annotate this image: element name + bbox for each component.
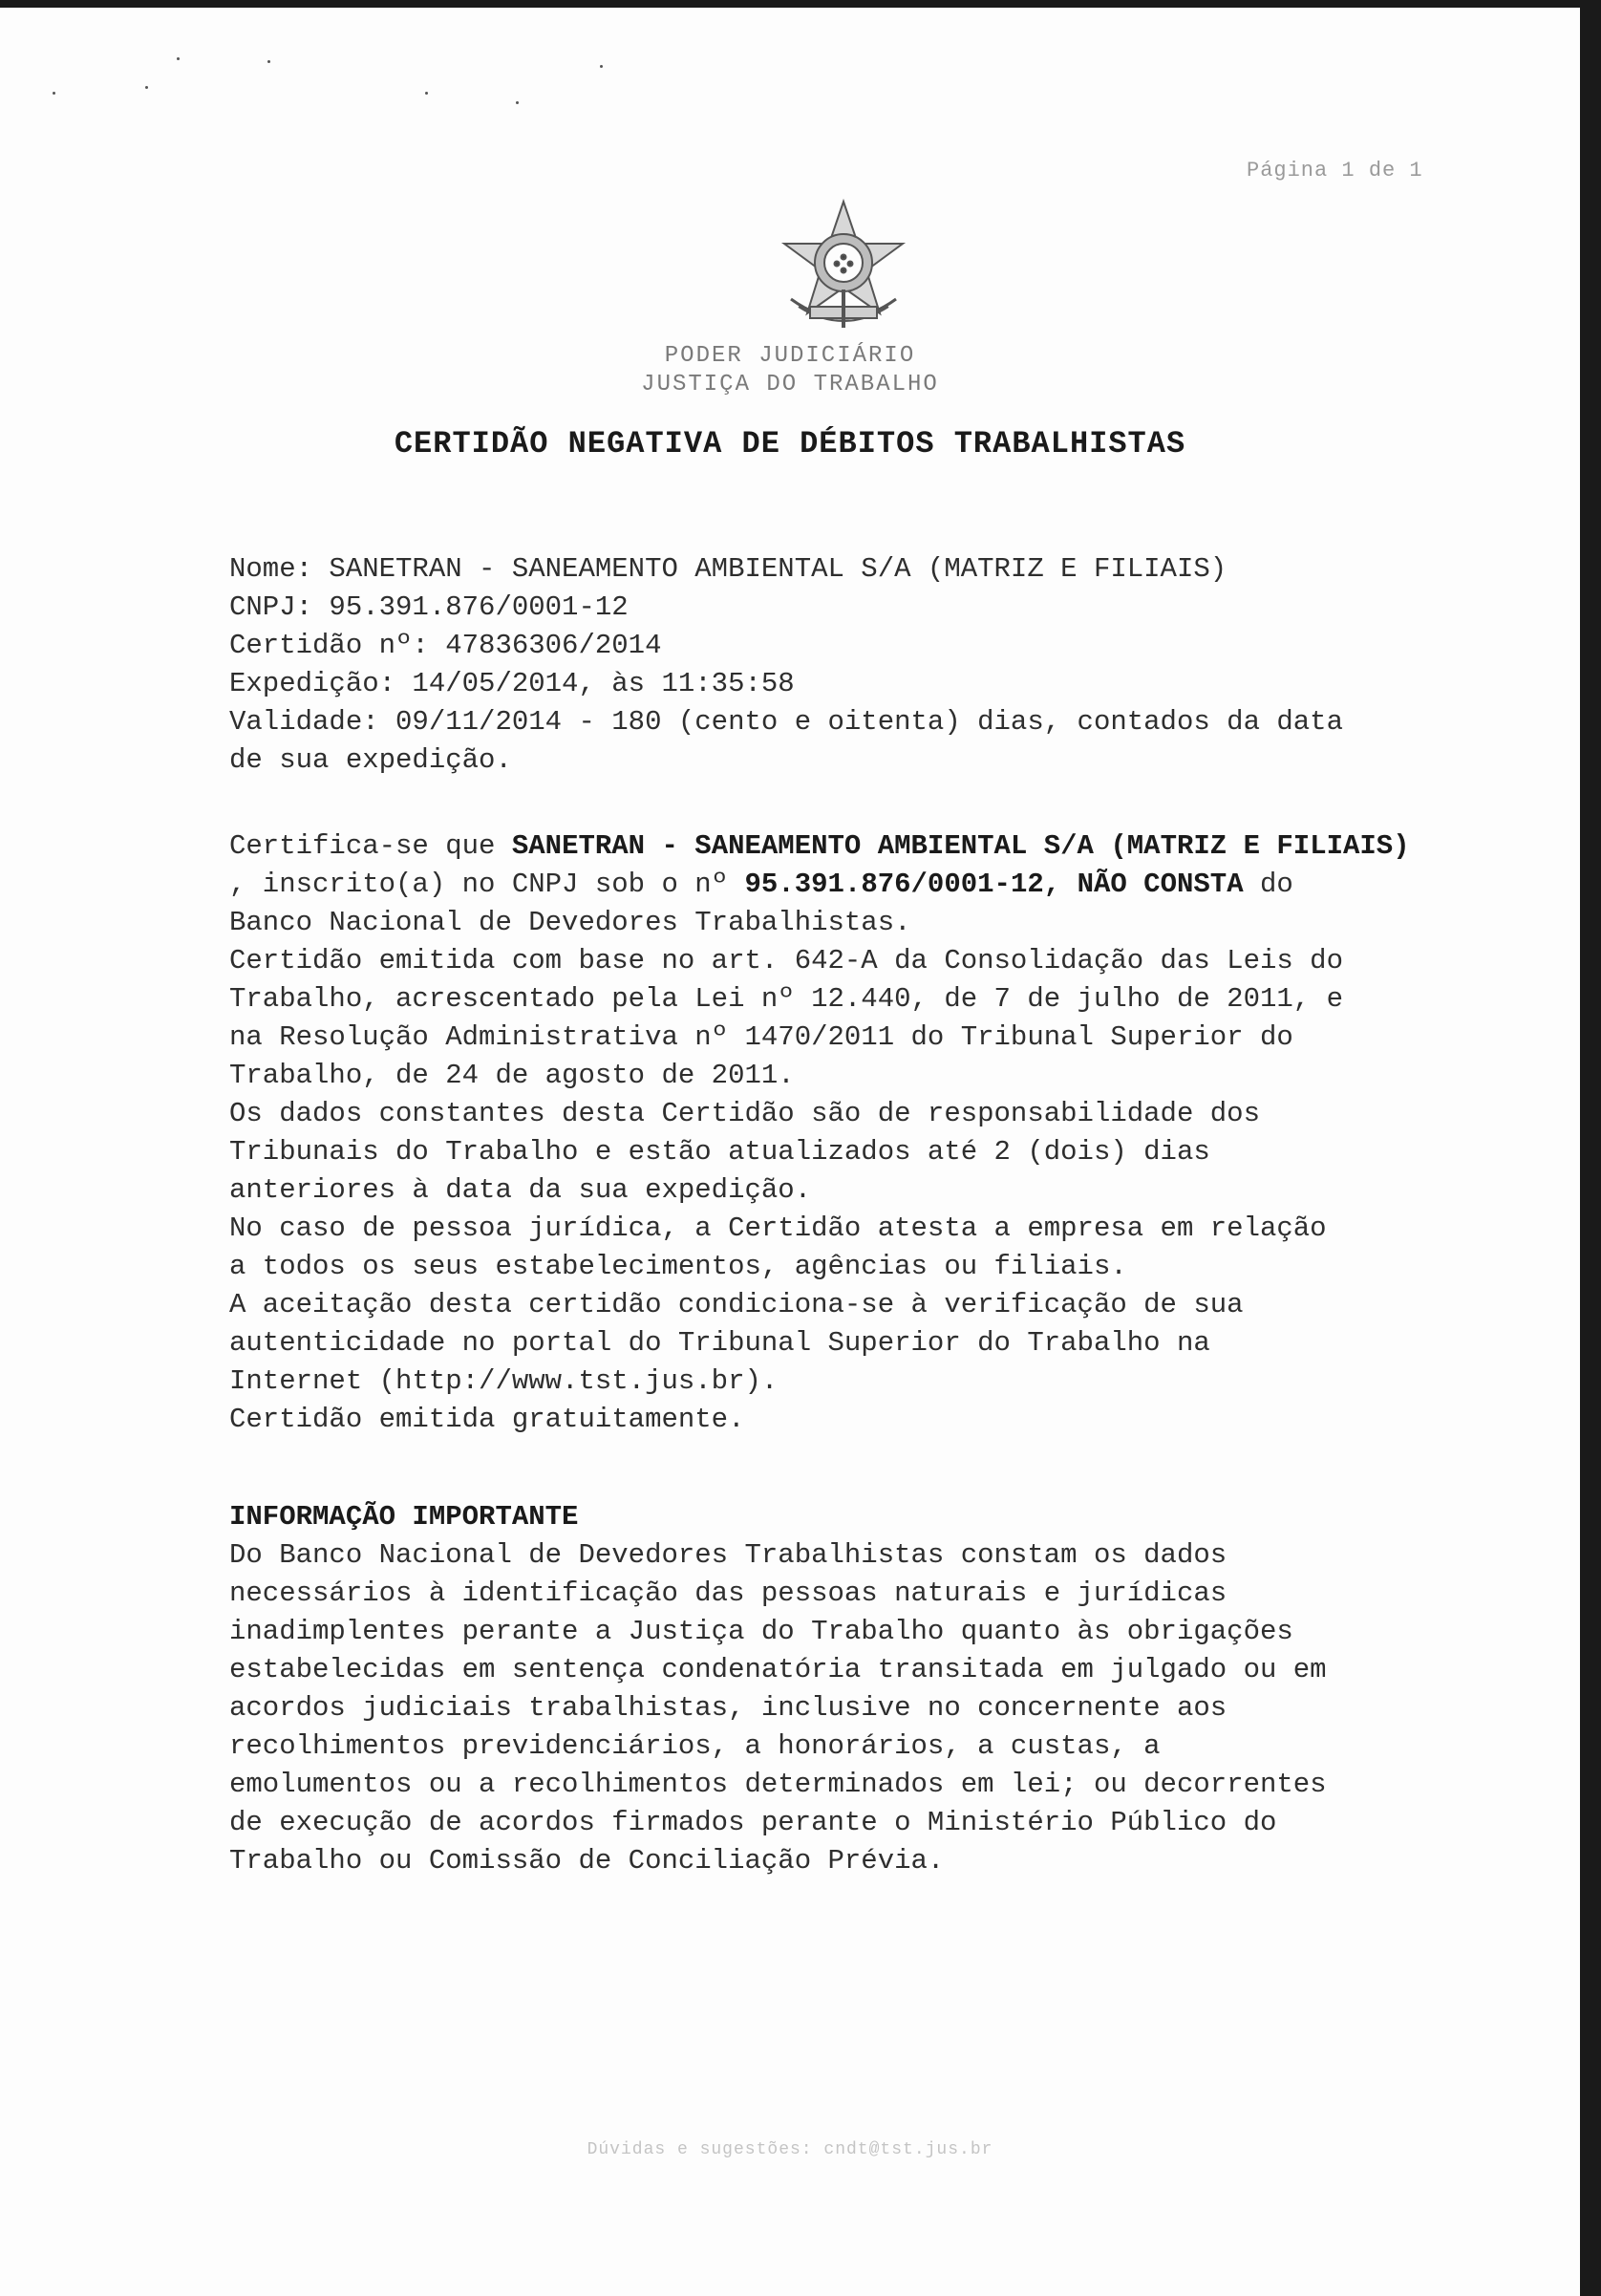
cert-text: do xyxy=(1243,869,1293,900)
cert-line: anteriores à data da sua expedição. xyxy=(229,1174,812,1206)
identification-block xyxy=(229,550,1490,780)
cert-line xyxy=(229,827,1490,866)
scan-top-edge xyxy=(0,0,1601,8)
scan-speck xyxy=(516,101,519,104)
info-line: Trabalho ou Comissão de Conciliação Prévia. xyxy=(229,1845,945,1877)
cert-line: Os dados constantes desta Certidão são de responsabilidade dos xyxy=(229,1098,1260,1129)
cnpj-bold: 95.391.876/0001-12, xyxy=(744,869,1061,900)
scan-right-edge xyxy=(1580,0,1601,2296)
id-line-issue-date: Expedição: 14/05/2014, às 11:35:58 xyxy=(229,668,795,699)
info-line: recolhimentos previdenciários, a honorários, a custas, a xyxy=(229,1730,1161,1762)
certification-block xyxy=(229,827,1490,1439)
header-line-power: PODER JUDICIÁRIO xyxy=(664,343,916,369)
scan-speck xyxy=(267,60,270,63)
info-line: emolumentos ou a recolhimentos determinados em lei; ou decorrentes xyxy=(229,1769,1327,1800)
cert-text: , inscrito(a) no CNPJ sob o nº xyxy=(229,869,745,900)
header-line-court: JUSTIÇA DO TRABALHO xyxy=(641,372,939,397)
id-line-validity: Validade: 09/11/2014 - 180 (cento e oitenta) dias, contados da data xyxy=(229,706,1343,738)
info-line: Do Banco Nacional de Devedores Trabalhistas constam os dados xyxy=(229,1539,1227,1571)
id-line-name: Nome: SANETRAN - SANEAMENTO AMBIENTAL S/A (MATRIZ E FILIAIS) xyxy=(229,553,1227,585)
company-name-bold: SANETRAN - SANEAMENTO AMBIENTAL S/A (MATRIZ E FILIAIS) xyxy=(511,830,1410,862)
id-line-validity-cont: de sua expedição. xyxy=(229,744,512,776)
cert-line: Tribunais do Trabalho e estão atualizados até 2 (dois) dias xyxy=(229,1136,1210,1168)
scan-speck xyxy=(600,65,603,68)
footer-contact: Dúvidas e sugestões: cndt@tst.jus.br xyxy=(587,2140,993,2159)
info-line: necessários à identificação das pessoas naturais e jurídicas xyxy=(229,1577,1227,1609)
info-line: de execução de acordos firmados perante o Ministério Público do xyxy=(229,1807,1277,1838)
brasao-republica-icon xyxy=(772,194,915,337)
cert-line: No caso de pessoa jurídica, a Certidão atesta a empresa em relação xyxy=(229,1212,1327,1244)
important-info-title: INFORMAÇÃO IMPORTANTE xyxy=(229,1501,579,1533)
cert-line: Trabalho, de 24 de agosto de 2011. xyxy=(229,1060,795,1091)
cert-line: na Resolução Administrativa nº 1470/2011 do Tribunal Superior do xyxy=(229,1021,1293,1053)
info-line: estabelecidas em sentença condenatória transitada em julgado ou em xyxy=(229,1654,1327,1685)
id-line-certificate-number: Certidão nº: 47836306/2014 xyxy=(229,630,662,661)
scan-speck xyxy=(177,57,180,60)
scan-speck xyxy=(53,92,55,95)
document-page xyxy=(0,8,1580,2296)
cert-text xyxy=(1060,869,1077,900)
cert-line: autenticidade no portal do Tribunal Superior do Trabalho na xyxy=(229,1327,1210,1359)
cert-line: Trabalho, acrescentado pela Lei nº 12.440, de 7 de julho de 2011, e xyxy=(229,983,1343,1015)
page-number: Página 1 de 1 xyxy=(1247,159,1423,182)
cert-text: Certifica-se que xyxy=(229,830,512,862)
scan-speck xyxy=(425,92,428,95)
status-bold: NÃO CONSTA xyxy=(1077,869,1244,900)
info-line: inadimplentes perante a Justiça do Trabalho quanto às obrigações xyxy=(229,1616,1293,1647)
cert-line: Internet (http://www.tst.jus.br). xyxy=(229,1365,779,1397)
cert-line: Certidão emitida gratuitamente. xyxy=(229,1404,745,1435)
document-title: CERTIDÃO NEGATIVA DE DÉBITOS TRABALHISTAS xyxy=(394,426,1186,461)
scan-speck xyxy=(145,86,148,89)
id-line-cnpj: CNPJ: 95.391.876/0001-12 xyxy=(229,591,629,623)
important-info-block xyxy=(229,1498,1490,1880)
issuer-header xyxy=(0,342,1580,399)
cert-line: Banco Nacional de Devedores Trabalhistas. xyxy=(229,907,911,938)
cert-line: a todos os seus estabelecimentos, agências ou filiais. xyxy=(229,1251,1127,1282)
cert-line xyxy=(229,866,1490,904)
info-line: acordos judiciais trabalhistas, inclusive no concernente aos xyxy=(229,1692,1227,1724)
cert-line: Certidão emitida com base no art. 642-A da Consolidação das Leis do xyxy=(229,945,1343,976)
cert-line: A aceitação desta certidão condiciona-se à verificação de sua xyxy=(229,1289,1244,1320)
